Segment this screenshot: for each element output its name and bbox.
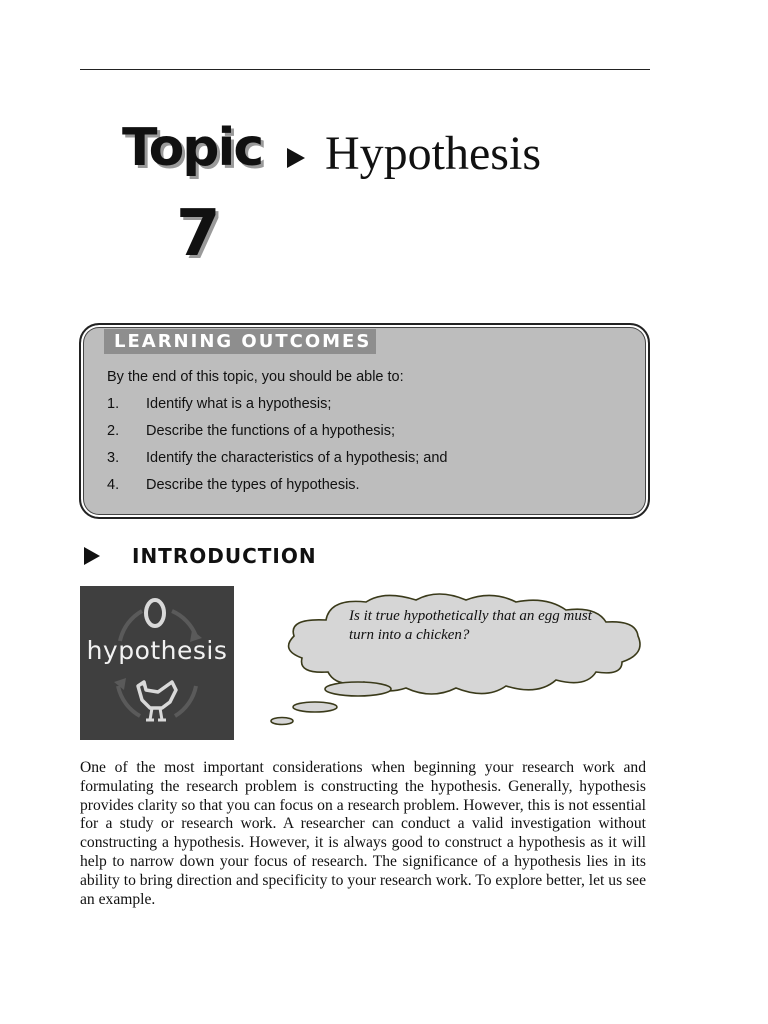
intro-paragraph: One of the most important considerations when beginning your research work and formulating the research problem is constructing the hypothesis. Generally, hypothesis provides clarity so that you can focus on a research problem. However, this is not essential for a study or research work. A researcher can conduct a valid investigation without constructing a hypothesis. However, it is always good to construct a hypothesis as it will help to narrow down your focus of research. The significance of a hypothesis lies in its ability to bring direction and specificity to your research work. To explore better, let us see an example. <box>80 759 646 908</box>
thought-bubble-text: Is it true hypothetically that an egg must turn into a chicken? <box>349 608 592 643</box>
page-title: Hypothesis <box>325 127 541 180</box>
header-rule <box>80 69 650 70</box>
arrow-right-icon <box>287 148 305 168</box>
learning-outcomes-label: LEARNING OUTCOMES <box>104 329 376 354</box>
section-heading: INTRODUCTION <box>132 544 317 568</box>
list-item-number: 2. <box>107 423 120 439</box>
list-item-number: 3. <box>107 450 120 466</box>
list-item-text: Describe the types of hypothesis. <box>146 477 360 493</box>
list-item-text: Identify the characteristics of a hypothesis; and <box>146 450 448 466</box>
list-item-text: Describe the functions of a hypothesis; <box>146 423 396 439</box>
arrow-right-icon <box>84 547 100 565</box>
list-item-number: 4. <box>107 477 120 493</box>
image-caption-word: hypothesis <box>86 636 228 665</box>
topic-number: 7 <box>176 197 221 271</box>
learning-outcomes-intro: By the end of this topic, you should be able to: <box>107 369 404 385</box>
list-item-number: 1. <box>107 396 120 412</box>
hypothesis-illustration <box>80 586 234 740</box>
list-item-text: Identify what is a hypothesis; <box>146 396 332 412</box>
topic-word: Topic <box>122 118 263 178</box>
